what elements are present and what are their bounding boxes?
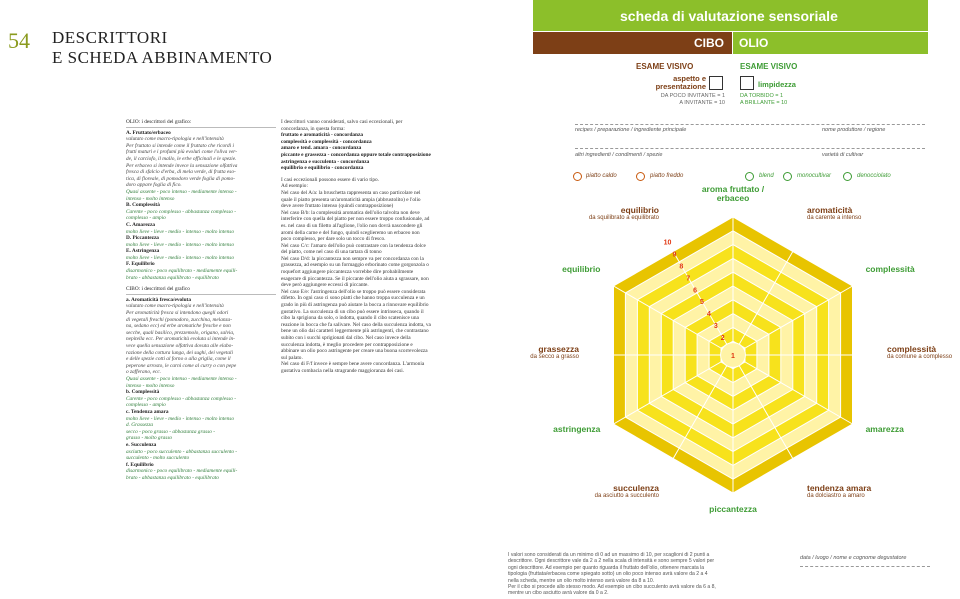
- radar-axis-title: grassezza: [538, 344, 579, 354]
- descriptor-heading: C. Amarezza: [126, 221, 156, 228]
- radar-axis-label: [866, 425, 942, 434]
- radar-axis-label: [887, 345, 960, 361]
- opt-freddo-radio[interactable]: [636, 172, 645, 181]
- descriptor-text: secco - poco grasso - abbastanza grasso -: [126, 428, 216, 435]
- column-rule: [126, 294, 276, 295]
- descriptor-text: complesso - ampio: [126, 402, 166, 409]
- descriptor-text: o zafferano, ecc.: [126, 369, 162, 376]
- descriptor-text: disarmonico - poco equilibrato - mediamente equili-: [126, 468, 238, 475]
- radar-axis-label: [695, 185, 771, 203]
- descriptor-text: Nel caso B/b: la complessità aromatica dell'olio talvolta non deve interferire con quella del piatto per non essere troppo confusionale, ad es. nel caso di un filetto all'aglione, l'olio non dovrà nascondere gli aromi della carne e del fungo, quindi sceglieremo un erbaceo non poco complesso, per dare solo un tocco di fresco.: [281, 209, 430, 243]
- footer-signature-label: data / luogo / nome e cognome degustatore: [800, 555, 907, 561]
- radar-axis-subtitle: da secco a grasso: [530, 354, 579, 360]
- descriptor-text: brato - abbastanza equilibrato - equilibrato: [126, 474, 219, 481]
- descriptor-text: Per aromaticità fresca si intendono quegli odori: [126, 310, 229, 317]
- descriptor-text: Per erbaceo si intende invece la sensazione olfattiva: [126, 162, 238, 169]
- descriptor-text: doro appare foglia di fico.: [126, 182, 182, 189]
- descriptor-text: tica, di floreale, di pomodoro verde foglia di pomo-: [126, 175, 235, 182]
- footer-note-line: I valori sono considerati da un minimo di 0 ad un massimo di 10, per scaglioni di 2 punti a: [508, 552, 710, 558]
- field-line-2: [575, 148, 925, 149]
- opt-monocultivar-label: monocultivar: [797, 173, 832, 179]
- radar-axis-label: [524, 425, 600, 434]
- descriptor-heading: A. Fruttato/erbaceo: [126, 129, 171, 136]
- footer-note-line: ogni descrittore. Ad esempio per quanto riguarda il fruttato dell'olio, ottenere marcata la: [508, 564, 705, 571]
- title-line-1: DESCRITTORI: [52, 28, 168, 47]
- field-producer-label: nome produttore / regione: [822, 127, 886, 133]
- opt-caldo-radio[interactable]: [573, 172, 582, 181]
- olio-scale-min: DA TORBIDO = 1: [740, 93, 784, 99]
- opt-freddo-label: piatto freddo: [650, 173, 684, 179]
- radar-axis-title: aroma fruttato / erbaceo: [701, 184, 765, 203]
- radar-tick-label: 1: [731, 353, 735, 360]
- radar-tick-label: 7: [686, 275, 691, 283]
- cibo-aspetto-box[interactable]: [709, 76, 723, 90]
- descriptor-text: Carente - poco complesso - abbastanza complesso -: [126, 208, 236, 215]
- opt-denocciolato-label: denocciolato: [857, 173, 891, 179]
- opt-blend-label: blend: [759, 173, 774, 179]
- column-rule: [126, 127, 276, 128]
- footer-signature-line: [800, 566, 930, 567]
- descriptor-text: Quasi assente - poco intenso - mediamente intenso -: [126, 375, 237, 382]
- cibo-scale-max: A INVITANTE = 10: [679, 100, 725, 106]
- radar-axis-label: [866, 265, 942, 274]
- radar-axis-title: equilibrio: [562, 264, 601, 274]
- radar-tick-label: 10: [663, 239, 672, 247]
- descriptor-text: brato - abbastanza equilibrato - equilibrato: [126, 274, 219, 281]
- radar-axis-subtitle: da squilibrato a equilibrato: [588, 215, 659, 222]
- tab-cibo: [533, 32, 732, 54]
- descriptor-text: I descrittori vanno considerati, salvo casi eccezionali, per concordanza, in questa forma:: [281, 119, 403, 132]
- descriptor-text: razione della cottura lunga, dei sughi, dei vegetali: [126, 349, 233, 356]
- descriptor-heading: astringenza e succulenta - concordanza: [281, 158, 370, 165]
- sheet-title: scheda di valutazione sensoriale: [620, 8, 838, 24]
- tab-olio: [733, 32, 928, 54]
- descriptor-heading: E. Astringenza: [126, 248, 160, 255]
- field-variety-label: varietà di cultivar: [822, 152, 864, 158]
- descriptor-text: disarmonico - poco equilibrato - mediamente equili-: [126, 268, 238, 275]
- olio-scale-max: A BRILLANTE = 10: [740, 100, 788, 106]
- descriptor-heading: amaro e tend. amara - concordanza: [281, 145, 362, 152]
- radar-axis-subtitle: da comune a complesso: [887, 354, 953, 360]
- page-title: [52, 28, 272, 68]
- radar-tick-label: 2: [720, 335, 725, 343]
- radar-axis-label: [807, 206, 883, 222]
- descriptor-text: di vegetali freschi (pomodoro, zucchina, melanza-: [126, 316, 232, 323]
- descriptor-heading: piccante e grassezza - concordanza oppure totale contrapposizione: [281, 151, 431, 158]
- radar-axis-label: [695, 505, 771, 514]
- radar-axis-subtitle: da dolciastro a amaro: [807, 492, 865, 499]
- descriptor-text: grasso - molto grasso: [126, 435, 173, 442]
- descriptor-text: intenso - molto intenso: [126, 382, 175, 389]
- descriptors-column-2: [281, 119, 431, 375]
- radar-axis-label: [583, 484, 659, 500]
- radar-axis-label: [524, 265, 600, 274]
- radar-axis-subtitle: da asciutto a succulento: [594, 492, 659, 499]
- descriptor-text: nepitella ecc. Per aromaticità evoluta si intende in-: [126, 336, 235, 343]
- descriptor-text: na, sedano ecc) ed erbe aromatiche fresche e non: [126, 323, 231, 330]
- descriptor-text: OLIO: i descrittori del grafico:: [126, 119, 192, 125]
- olio-esame-visivo: ESAME VISIVO: [740, 62, 798, 71]
- footer-note-line: tipologia (fruttata/erbacea come spiegato sotto) un olio poco intenso avrà valore da 2 a 4: [508, 571, 708, 578]
- descriptor-text: fresca di sfalcio d'erba, di mela verde, di frutta eso-: [126, 169, 236, 176]
- field-other-label: altri ingredienti / condimenti / spezie: [575, 152, 663, 158]
- title-line-2: E SCHEDA ABBINAMENTO: [52, 48, 273, 67]
- footer-note-line: mentre un cibo asciutto avrà valore da 0 a 2.: [508, 590, 609, 597]
- radar-tick-label: 4: [706, 311, 711, 319]
- descriptor-text: Nel caso del A/a: la bruschetta rappresenta un caso particolare nel quale il piatto presenta un'aromaticità ampia (abbrustolito) e l'olio deve avere fruttato intenso (quindi contrapposizione): [281, 189, 421, 210]
- descriptor-text: molto lieve - lieve - medio - intenso - molto intenso: [126, 415, 234, 422]
- radar-axis-title: complessità: [865, 264, 915, 274]
- descriptor-text: Nel caso di F/f invece è sempre bene avere concordanza. L'armonia gustativa combacia nella stragrande maggioranza dei casi.: [281, 361, 425, 374]
- footer-note-line: descrittore. Ogni descrittore vale da 2 a 2 nella scala di intensità e sono sempre 5 valori per: [508, 558, 715, 565]
- footer-note: [508, 552, 768, 597]
- descriptor-text: succulento - molto succulento: [126, 455, 190, 462]
- descriptor-text: intenso - molto intenso: [126, 195, 175, 202]
- descriptor-heading: c. Tendenza amara: [126, 408, 169, 415]
- radar-axis-title: complessità: [887, 344, 937, 354]
- radar-axis-title: tendenza amara: [807, 482, 872, 493]
- descriptor-text: secche, quali basilico, prezzemolo, origano, salvia,: [126, 329, 235, 336]
- footer-note-line: nella scheda, mentre un olio molto intenso avrà valore da 8 a 10.: [508, 577, 655, 584]
- descriptor-text: molto lieve - lieve - medio - intenso - molto intenso: [126, 241, 234, 248]
- descriptor-text: Per fruttato si intende come il fruttato che ricordi i: [126, 142, 234, 149]
- opt-monocultivar-radio[interactable]: [783, 172, 792, 181]
- descriptor-heading: complessità e complessità - concordanza: [281, 138, 372, 145]
- descriptor-heading: e. Succulenza: [126, 441, 157, 448]
- descriptor-text: d. Grassezza: [126, 422, 154, 429]
- descriptor-heading: f. Equilibrio: [126, 461, 154, 468]
- page-number: 54: [8, 28, 30, 53]
- radar-axis-title: succulenza: [613, 482, 659, 493]
- opt-caldo-label: piatto caldo: [586, 173, 617, 179]
- tab-cibo-label: CIBO: [694, 36, 724, 50]
- radar-chart: [533, 200, 933, 510]
- descriptor-heading: fruttato e aromaticità - concordanza: [281, 132, 363, 139]
- descriptor-text: asciutto - poco succulento - abbastanza succulento -: [126, 448, 238, 455]
- tab-olio-label: OLIO: [739, 36, 769, 50]
- radar-axis-title: amarezza: [865, 424, 904, 434]
- cibo-scale-min: DA POCO INVITANTE = 1: [660, 93, 725, 99]
- descriptor-text: I casi eccezionali possono essere di vario tipo.: [281, 176, 379, 183]
- descriptor-text: e delle spezie cotti al forno o alla griglia, come il: [126, 356, 231, 363]
- descriptor-text: peperone arrosto, le carni come al curry o con pepe: [126, 362, 237, 369]
- radar-tick-label: 6: [693, 287, 698, 295]
- descriptor-text: Quasi assente - poco intenso - mediamente intenso -: [126, 188, 237, 195]
- descriptor-text: de, il carciofo, il mallo, le erbe officinali e le spezie.: [126, 155, 237, 162]
- radar-axis-label: [807, 484, 883, 500]
- field-recipe-label: recipes / preparazione / ingrediente principale: [575, 127, 687, 133]
- radar-tick-label: 8: [679, 263, 684, 271]
- radar-axis-title: aromaticità: [807, 205, 853, 216]
- descriptors-column-1: [126, 119, 276, 481]
- cibo-esame-visivo: ESAME VISIVO: [636, 62, 694, 71]
- descriptor-heading: F. Equilibrio: [126, 261, 155, 268]
- descriptor-text: Nel caso D/d: la piccantezza non sempre va per concordanza con la grassezza, ad esempio su un formaggio erborinato come gorgonzola o roquefort aggiungere piccantezza vorrebbe dire probabilmente esagerare di piccantezza. Se il piccante dell'olio aiuta a sgrassare, non deve però aggiungere eccessi di piccante.: [281, 255, 429, 289]
- descriptor-heading: D. Piccantezza: [126, 235, 159, 242]
- descriptor-heading: b. Complessità: [126, 389, 160, 396]
- descriptor-text: vece quella sensazione olfattiva dovuta alle elabo-: [126, 343, 234, 349]
- radar-tick-label: 5: [700, 299, 704, 307]
- footer-note-line: Per il cibo si procede allo stesso modo. Ad esempio un cibo succulento avrà valore da 6 a 8,: [508, 584, 716, 591]
- descriptor-text: molto lieve - lieve - medio - intenso - molto intenso: [126, 254, 234, 261]
- descriptor-heading: a. Aromaticità fresca/evoluta: [126, 296, 191, 303]
- cibo-aspetto-label: aspetto e presentazione: [655, 74, 706, 91]
- opt-blend-radio[interactable]: [745, 172, 754, 181]
- olio-limpidezza-label: limpidezza: [758, 80, 796, 89]
- radar-axis-title: piccantezza: [709, 504, 757, 514]
- radar-axis-subtitle: da carente a intenso: [807, 215, 862, 222]
- radar-axis-label: [503, 345, 579, 361]
- descriptor-text: Nel caso E/e: l'astringenza dell'olio se troppo può essere considerata difetto. In ogni caso ci sono piatti che hanno troppa succulenza e un grado in più di astringenza può aiutare la bocca a rinnovare equilibrio gustativo. La succulenza di un cibo può essere intrinseca, quando il cibo la sprigiona da solo, o indotta, quando il cibo scatenisce una reazione in bocca che fa salivare. Nel caso della succulenza indotta, va bene un olio dai caratteri leggermente più astringenti, che contrastano subito con i succhi sprigionati dal cibo. Nel caso invece della succulenza indotta, è meglio procedere per contrapposizione e abbinare un olio poco astringente per creare una buona scorrevolezza sul palato.: [281, 288, 431, 361]
- radar-tick-label: 3: [713, 323, 718, 331]
- descriptor-heading: B. Complessità: [126, 202, 160, 209]
- olio-limpidezza-box[interactable]: [740, 76, 754, 90]
- descriptor-text: frutti maturi e i profumi più evoluti come l'oliva ver-: [126, 149, 238, 156]
- descriptor-text: complesso - ampio: [126, 215, 166, 222]
- radar-axis-title: equilibrio: [620, 205, 659, 216]
- radar-tick-label: 9: [672, 251, 677, 259]
- descriptor-heading: equilibrio e equilibrio - concordanza: [281, 165, 364, 172]
- descriptor-text: CIBO: i descrittori del grafico: [126, 286, 190, 293]
- descriptor-text: Ad esempio:: [281, 183, 308, 190]
- field-line-1: [575, 124, 925, 125]
- opt-denocciolato-radio[interactable]: [843, 172, 852, 181]
- descriptor-text: Nel caso C/c: l'amaro dell'olio può contrastare con la tendenza dolce del piatto, come nel caso di una tartara di tonno: [281, 242, 426, 256]
- descriptor-text: molto lieve - lieve - medio - intenso - molto intenso: [126, 228, 234, 235]
- descriptor-text: Carente - poco complesso - abbastanza complesso -: [126, 395, 236, 402]
- descriptor-text: valutato come macro-tipologia e nell'intensità: [126, 136, 224, 143]
- radar-axis-label: [583, 206, 659, 222]
- radar-axis-title: astringenza: [553, 424, 601, 434]
- descriptor-text: valutato come macro-tipologia e nell'intensità: [126, 303, 224, 310]
